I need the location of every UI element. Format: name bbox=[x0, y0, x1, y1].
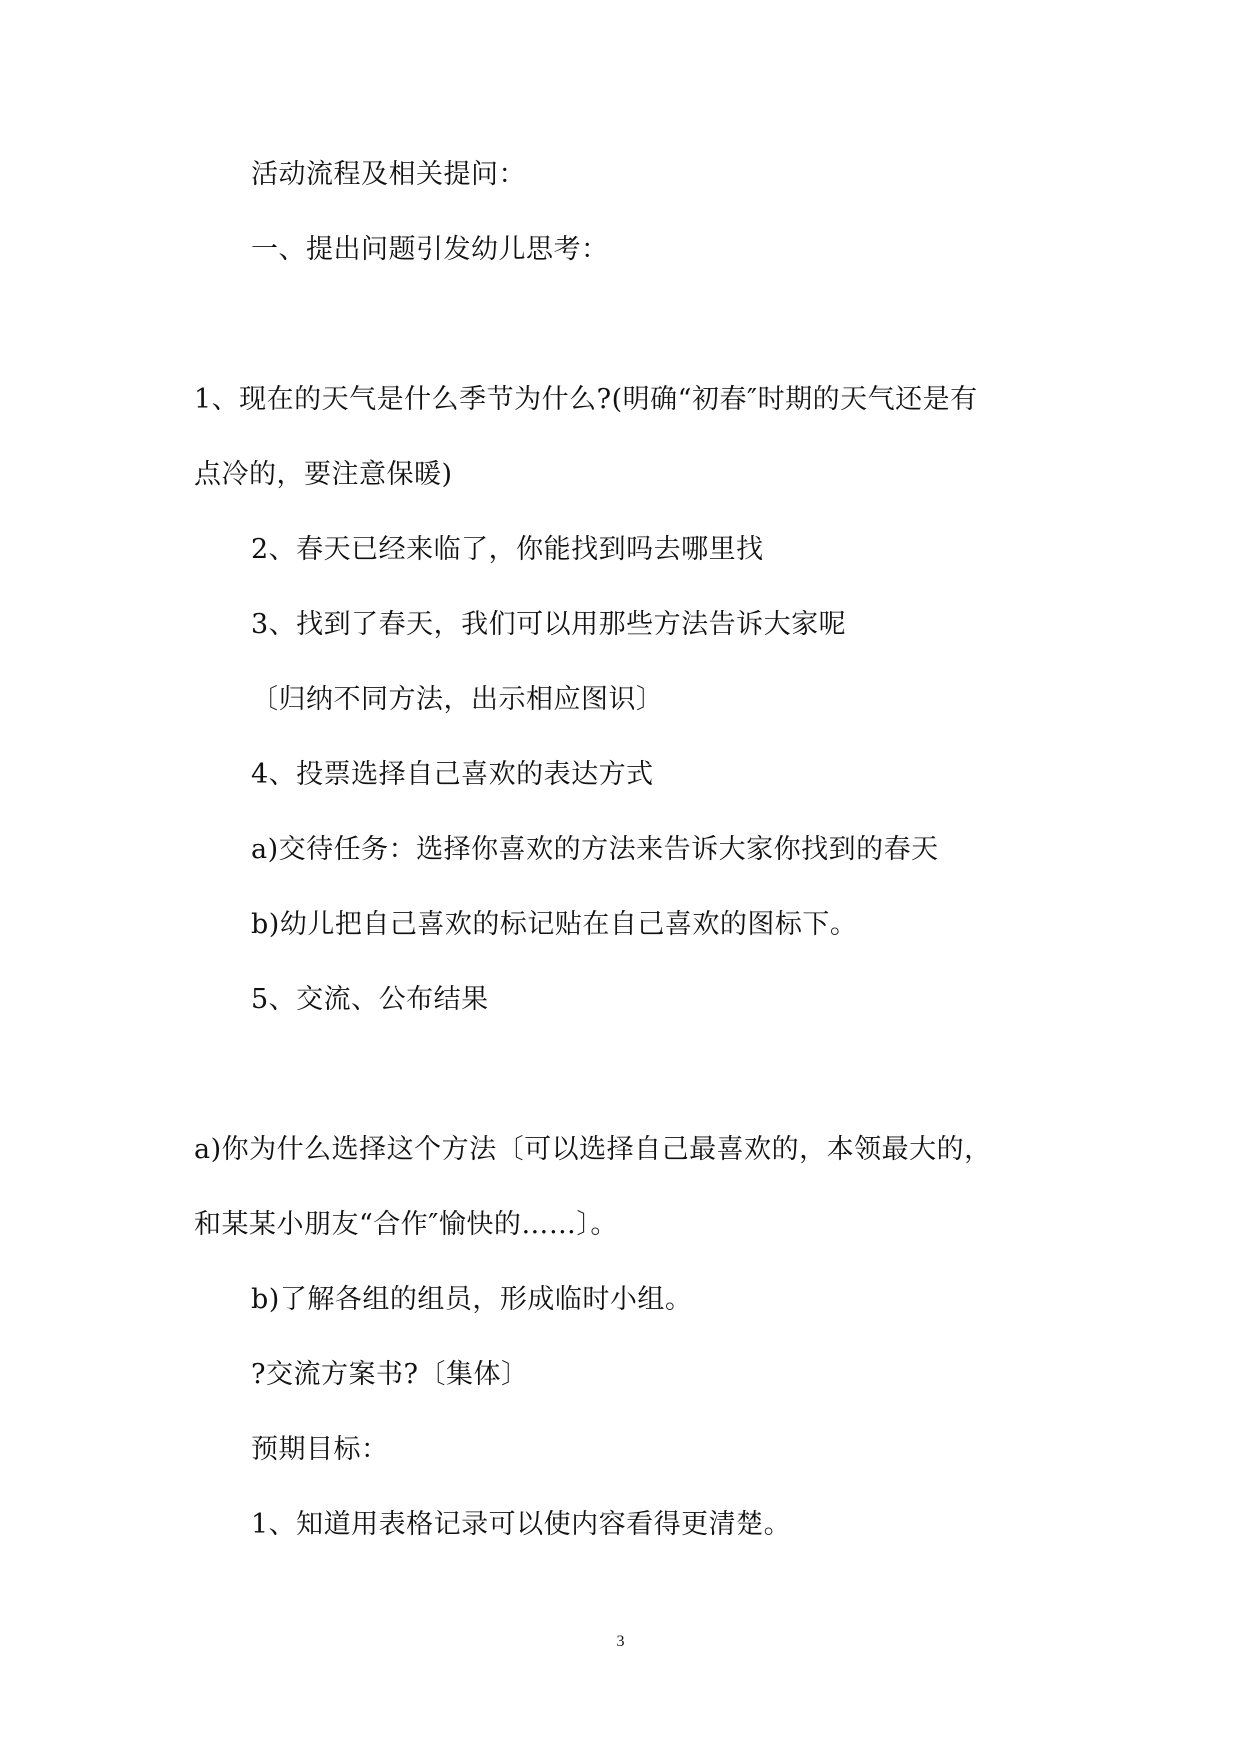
text-line-plan-exchange: ?交流方案书?〔集体〕 bbox=[251, 1359, 529, 1390]
text-line-question-3: 3、找到了春天，我们可以用那些方法告诉大家呢 bbox=[251, 609, 847, 640]
text-line-item-5a-cont: 和某某小朋友“合作″愉快的……〕。 bbox=[194, 1209, 618, 1240]
text-line-item-4b: b)幼儿把自己喜欢的标记贴在自己喜欢的图标下。 bbox=[251, 909, 858, 940]
text-line-question-4: 4、投票选择自己喜欢的表达方式 bbox=[251, 759, 654, 790]
text-line-summary-note: 〔归纳不同方法，出示相应图识〕 bbox=[251, 684, 664, 715]
page-number: 3 bbox=[616, 1633, 625, 1650]
text-line-item-4a: a)交待任务：选择你喜欢的方法来告诉大家你找到的春天 bbox=[251, 834, 939, 865]
text-line-question-1-cont: 点冷的，要注意保暖) bbox=[194, 459, 453, 490]
text-line-activity-process: 活动流程及相关提问： bbox=[251, 159, 526, 190]
text-line-item-5b: b)了解各组的组员，形成临时小组。 bbox=[251, 1284, 693, 1315]
text-line-goal-1: 1、知道用表格记录可以使内容看得更清楚。 bbox=[251, 1509, 792, 1540]
text-line-question-1: 1、现在的天气是什么季节为什么?(明确“初春″时期的天气还是有 bbox=[194, 384, 978, 415]
text-line-question-2: 2、春天已经来临了，你能找到吗去哪里找 bbox=[251, 534, 764, 565]
text-line-question-5: 5、交流、公布结果 bbox=[251, 984, 489, 1015]
text-line-section-one: 一、提出问题引发幼儿思考： bbox=[251, 234, 609, 265]
text-line-item-5a: a)你为什么选择这个方法〔可以选择自己最喜欢的，本领最大的， bbox=[194, 1134, 992, 1165]
text-line-expected-goals: 预期目标： bbox=[251, 1434, 389, 1465]
